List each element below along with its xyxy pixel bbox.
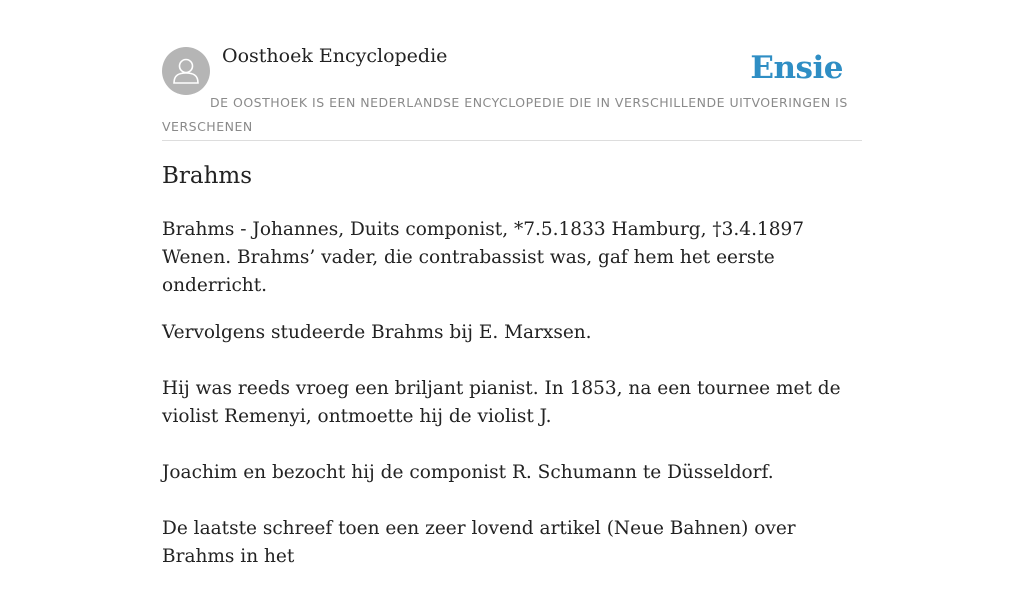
publication-title[interactable]: Oosthoek Encyclopedie [222,45,448,67]
publication-header [162,0,862,141]
user-icon [162,47,210,95]
paragraph: Hij was reeds vroeg een briljant pianist. In 1853, na een tournee met de violist Remenyi, ontmoette hij de violist J. [162,378,841,427]
paragraph: Vervolgens studeerde Brahms bij E. Marxsen. [162,322,592,343]
publication-description: DE OOSTHOEK IS EEN NEDERLANDSE ENCYCLOPEDIE DIE IN VERSCHILLENDE UITVOERINGEN IS VERSCHENEN [162,95,848,134]
paragraph: Brahms - Johannes, Duits componist, *7.5.1833 Hamburg, †3.4.1897 Wenen. Brahms’ vader, die contrabassist was, gaf hem het eerste onderricht. [162,219,805,296]
article-body [162,216,867,590]
paragraph: De laatste schreef toen een zeer lovend artikel (Neue Bahnen) over Brahms in het [162,518,796,567]
avatar[interactable] [162,47,210,95]
article-title: Brahms [162,163,253,189]
article-page [162,0,862,567]
paragraph: Joachim en bezocht hij de componist R. Schumann te Düsseldorf. [162,462,774,483]
brand-logo[interactable]: Ensie [750,50,843,86]
